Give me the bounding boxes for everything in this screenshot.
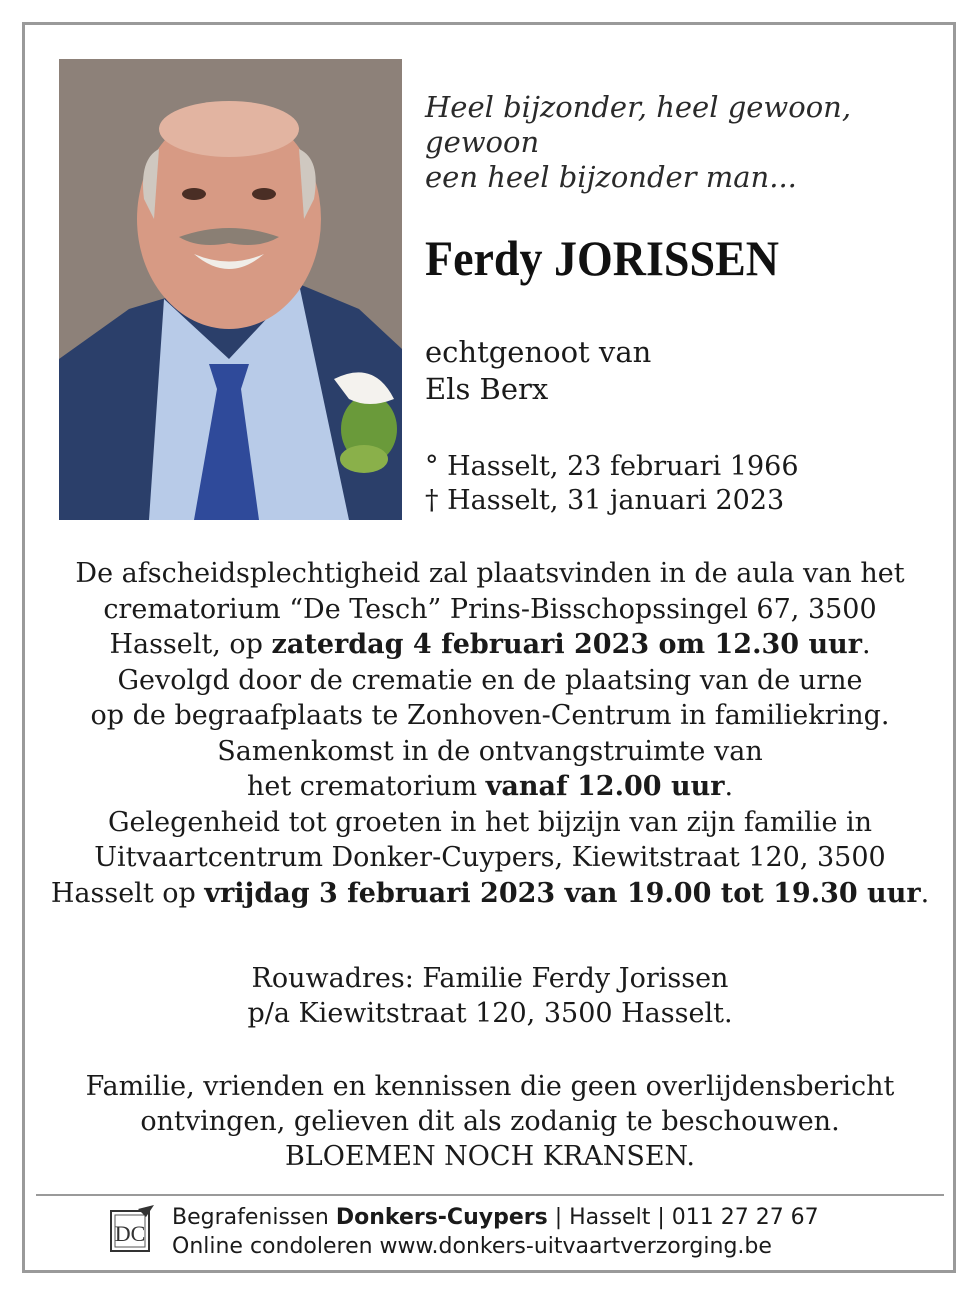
notice-line-1: Familie, vrienden en kennissen die geen overlijdensbericht [85, 1071, 895, 1102]
footer-line-1 [172, 1203, 932, 1232]
ceremony-line-5: op de begraafplaats te Zonhoven-Centrum in familiekring. [90, 700, 890, 731]
spouse-block [425, 334, 945, 408]
ceremony-line-9: Uitvaartcentrum Donker-Cuypers, Kiewitstraat 120, 3500 [94, 842, 886, 873]
ceremony-details [40, 556, 940, 911]
relation-label: echtgenoot van [425, 335, 652, 369]
ceremony-line-7-end: . [724, 771, 734, 802]
company-name: Donkers-Cuypers [335, 1205, 548, 1230]
footer-contact: | Hasselt | 011 27 27 67 [547, 1205, 819, 1230]
quote-line-1: Heel bijzonder, heel gewoon, gewoon [425, 90, 852, 159]
memorial-quote [425, 90, 945, 195]
ceremony-line-1: De afscheidsplechtigheid zal plaatsvinden in de aula van het [75, 558, 905, 589]
ceremony-line-10-text: Hasselt op [50, 877, 205, 909]
deceased-name: Ferdy JORISSEN [425, 230, 779, 286]
ceremony-line-7-text: het crematorium [246, 771, 486, 802]
ceremony-line-3-text: Hasselt, op [109, 629, 272, 660]
funeral-home-footer [172, 1203, 932, 1261]
portrait-photo [59, 59, 402, 520]
ceremony-line-6: Samenkomst in de ontvangstruimte van [217, 735, 763, 767]
address-line-2: p/a Kiewitstraat 120, 3500 Hasselt. [247, 998, 733, 1029]
ceremony-line-10-end: . [920, 877, 930, 909]
ceremony-datetime: zaterdag 4 februari 2023 om 12.30 uur [271, 629, 862, 660]
footer-website[interactable]: Online condoleren www.donkers-uitvaartverzorging.be [172, 1234, 772, 1259]
ceremony-line-7 [40, 769, 940, 805]
funeral-home-logo [108, 1205, 156, 1255]
address-line-1: Rouwadres: Familie Ferdy Jorissen [251, 963, 729, 994]
logo-icon [108, 1205, 156, 1255]
portrait-illustration [59, 59, 402, 520]
gathering-time: vanaf 12.00 uur [485, 771, 725, 802]
ceremony-line-3-end: . [861, 629, 871, 660]
mourning-address [40, 961, 940, 1031]
footer-prefix: Begrafenissen [172, 1205, 336, 1230]
death-date: † Hasselt, 31 januari 2023 [425, 485, 785, 516]
logo-letters: DC [114, 1221, 146, 1246]
notice-line-3: BLOEMEN NOCH KRANSEN. [284, 1141, 696, 1172]
footer-divider [36, 1194, 944, 1196]
ceremony-line-8: Gelegenheid tot groeten in het bijzijn van zijn familie in [107, 806, 873, 838]
spouse-name: Els Berx [425, 372, 549, 406]
ceremony-line-4: Gevolgd door de crematie en de plaatsing van de urne [117, 664, 863, 696]
ceremony-line-10 [40, 876, 940, 912]
closing-notice [40, 1069, 940, 1174]
visitation-datetime: vrijdag 3 februari 2023 van 19.00 tot 19.30 uur [204, 877, 921, 909]
notice-line-2: ontvingen, gelieven dit als zodanig te beschouwen. [140, 1106, 840, 1137]
ceremony-line-2: crematorium “De Tesch” Prins-Bisschopssingel 67, 3500 [103, 593, 877, 625]
life-dates [425, 450, 945, 518]
ceremony-line-3 [40, 627, 940, 663]
birth-date: ° Hasselt, 23 februari 1966 [425, 451, 799, 482]
quote-line-2: een heel bijzonder man... [425, 160, 797, 194]
